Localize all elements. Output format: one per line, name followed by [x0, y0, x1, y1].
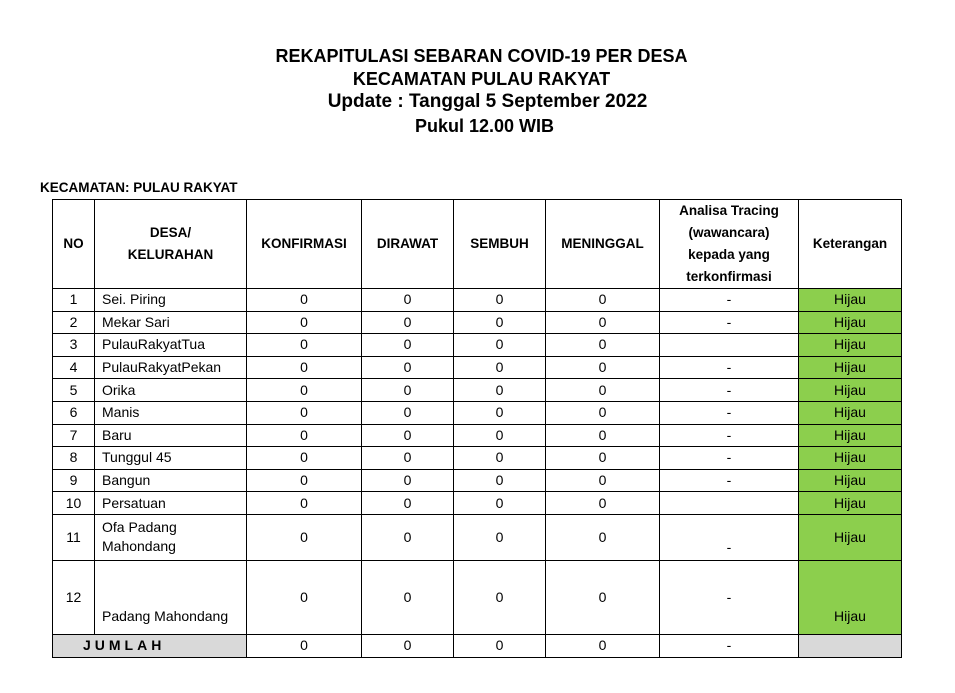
header-analisa-tracing: Analisa Tracing (wawancara) kepada yang terkonfirmasi	[660, 200, 799, 289]
cell-analisa: -	[660, 289, 799, 312]
cell-sembuh: 0	[454, 469, 546, 492]
cell-sembuh: 0	[454, 289, 546, 312]
header-konfirmasi: KONFIRMASI	[247, 200, 362, 289]
cell-meninggal: 0	[546, 492, 660, 515]
cell-meninggal: 0	[546, 469, 660, 492]
cell-no: 12	[53, 560, 95, 634]
cell-desa: Mekar Sari	[95, 311, 247, 334]
cell-analisa: -	[660, 356, 799, 379]
table-row	[53, 379, 902, 402]
cell-dirawat: 0	[362, 311, 454, 334]
total-sembuh: 0	[454, 634, 546, 657]
cell-desa: Orika	[95, 379, 247, 402]
cell-desa: Ofa Padang Mahondang	[95, 514, 247, 560]
cell-dirawat: 0	[362, 447, 454, 470]
cell-analisa: -	[660, 311, 799, 334]
cell-no: 10	[53, 492, 95, 515]
total-row	[53, 634, 902, 657]
cell-sembuh: 0	[454, 334, 546, 357]
cell-meninggal: 0	[546, 289, 660, 312]
total-analisa: -	[660, 634, 799, 657]
cell-keterangan: Hijau	[799, 514, 902, 560]
covid-recap-table	[52, 199, 902, 658]
cell-keterangan: Hijau	[799, 447, 902, 470]
cell-desa: Persatuan	[95, 492, 247, 515]
cell-analisa: -	[660, 379, 799, 402]
cell-sembuh: 0	[454, 492, 546, 515]
cell-desa: Manis	[95, 401, 247, 424]
cell-meninggal: 0	[546, 514, 660, 560]
cell-meninggal: 0	[546, 356, 660, 379]
cell-dirawat: 0	[362, 514, 454, 560]
cell-konfirmasi: 0	[247, 401, 362, 424]
table-row	[53, 424, 902, 447]
cell-keterangan: Hijau	[799, 311, 902, 334]
header-dirawat: DIRAWAT	[362, 200, 454, 289]
cell-no: 3	[53, 334, 95, 357]
cell-desa: Padang Mahondang	[95, 560, 247, 634]
cell-keterangan: Hijau	[799, 492, 902, 515]
cell-no: 9	[53, 469, 95, 492]
cell-konfirmasi: 0	[247, 469, 362, 492]
report-title-block	[0, 44, 955, 138]
total-meninggal: 0	[546, 634, 660, 657]
header-no: NO	[53, 200, 95, 289]
cell-konfirmasi: 0	[247, 311, 362, 334]
report-update-time: Pukul 12.00 WIB	[414, 116, 555, 136]
cell-analisa	[660, 492, 799, 515]
cell-analisa: -	[660, 514, 799, 560]
cell-meninggal: 0	[546, 447, 660, 470]
cell-dirawat: 0	[362, 356, 454, 379]
cell-konfirmasi: 0	[247, 560, 362, 634]
kecamatan-label: KECAMATAN: PULAU RAKYAT	[40, 180, 238, 195]
cell-sembuh: 0	[454, 447, 546, 470]
cell-konfirmasi: 0	[247, 514, 362, 560]
cell-no: 6	[53, 401, 95, 424]
report-title-line1: REKAPITULASI SEBARAN COVID-19 PER DESA	[275, 46, 688, 66]
cell-no: 8	[53, 447, 95, 470]
cell-dirawat: 0	[362, 334, 454, 357]
cell-sembuh: 0	[454, 379, 546, 402]
cell-keterangan: Hijau	[799, 424, 902, 447]
cell-dirawat: 0	[362, 469, 454, 492]
cell-konfirmasi: 0	[247, 356, 362, 379]
cell-dirawat: 0	[362, 492, 454, 515]
cell-dirawat: 0	[362, 560, 454, 634]
cell-keterangan: Hijau	[799, 334, 902, 357]
cell-keterangan: Hijau	[799, 379, 902, 402]
cell-meninggal: 0	[546, 424, 660, 447]
cell-sembuh: 0	[454, 356, 546, 379]
cell-no: 11	[53, 514, 95, 560]
total-dirawat: 0	[362, 634, 454, 657]
table-row	[53, 334, 902, 357]
cell-meninggal: 0	[546, 560, 660, 634]
cell-konfirmasi: 0	[247, 492, 362, 515]
table-row	[53, 492, 902, 515]
cell-no: 4	[53, 356, 95, 379]
header-desa: DESA/ KELURAHAN	[95, 200, 247, 289]
cell-meninggal: 0	[546, 379, 660, 402]
table-row	[53, 356, 902, 379]
table-row	[53, 469, 902, 492]
header-meninggal: MENINGGAL	[546, 200, 660, 289]
cell-keterangan: Hijau	[799, 401, 902, 424]
cell-analisa: -	[660, 469, 799, 492]
table-row	[53, 514, 902, 560]
cell-meninggal: 0	[546, 311, 660, 334]
table-row	[53, 560, 902, 634]
cell-sembuh: 0	[454, 424, 546, 447]
report-update-date: Update : Tanggal 5 September 2022	[327, 91, 648, 112]
cell-desa: Bangun	[95, 469, 247, 492]
cell-konfirmasi: 0	[247, 379, 362, 402]
cell-no: 1	[53, 289, 95, 312]
cell-analisa: -	[660, 401, 799, 424]
cell-no: 5	[53, 379, 95, 402]
total-keterangan	[799, 634, 902, 657]
cell-analisa: -	[660, 560, 799, 634]
cell-dirawat: 0	[362, 424, 454, 447]
cell-sembuh: 0	[454, 514, 546, 560]
cell-sembuh: 0	[454, 401, 546, 424]
table-row	[53, 289, 902, 312]
cell-no: 7	[53, 424, 95, 447]
cell-analisa: -	[660, 424, 799, 447]
total-konfirmasi: 0	[247, 634, 362, 657]
cell-konfirmasi: 0	[247, 334, 362, 357]
table-header-row	[53, 200, 902, 289]
cell-dirawat: 0	[362, 401, 454, 424]
total-label: JUMLAH	[53, 634, 247, 657]
cell-dirawat: 0	[362, 379, 454, 402]
cell-sembuh: 0	[454, 311, 546, 334]
cell-desa: Baru	[95, 424, 247, 447]
cell-desa: PulauRakyatPekan	[95, 356, 247, 379]
cell-dirawat: 0	[362, 289, 454, 312]
header-sembuh: SEMBUH	[454, 200, 546, 289]
cell-keterangan: Hijau	[799, 469, 902, 492]
cell-desa: Tunggul 45	[95, 447, 247, 470]
cell-desa: Sei. Piring	[95, 289, 247, 312]
cell-analisa: -	[660, 447, 799, 470]
cell-keterangan: Hijau	[799, 356, 902, 379]
cell-analisa	[660, 334, 799, 357]
cell-konfirmasi: 0	[247, 424, 362, 447]
cell-konfirmasi: 0	[247, 289, 362, 312]
cell-sembuh: 0	[454, 560, 546, 634]
cell-desa: PulauRakyatTua	[95, 334, 247, 357]
table-row	[53, 401, 902, 424]
report-title-line2: KECAMATAN PULAU RAKYAT	[352, 69, 611, 89]
cell-meninggal: 0	[546, 334, 660, 357]
cell-keterangan: Hijau	[799, 289, 902, 312]
cell-no: 2	[53, 311, 95, 334]
header-keterangan: Keterangan	[799, 200, 902, 289]
table-row	[53, 447, 902, 470]
cell-meninggal: 0	[546, 401, 660, 424]
table-row	[53, 311, 902, 334]
cell-konfirmasi: 0	[247, 447, 362, 470]
cell-keterangan: Hijau	[799, 560, 902, 634]
